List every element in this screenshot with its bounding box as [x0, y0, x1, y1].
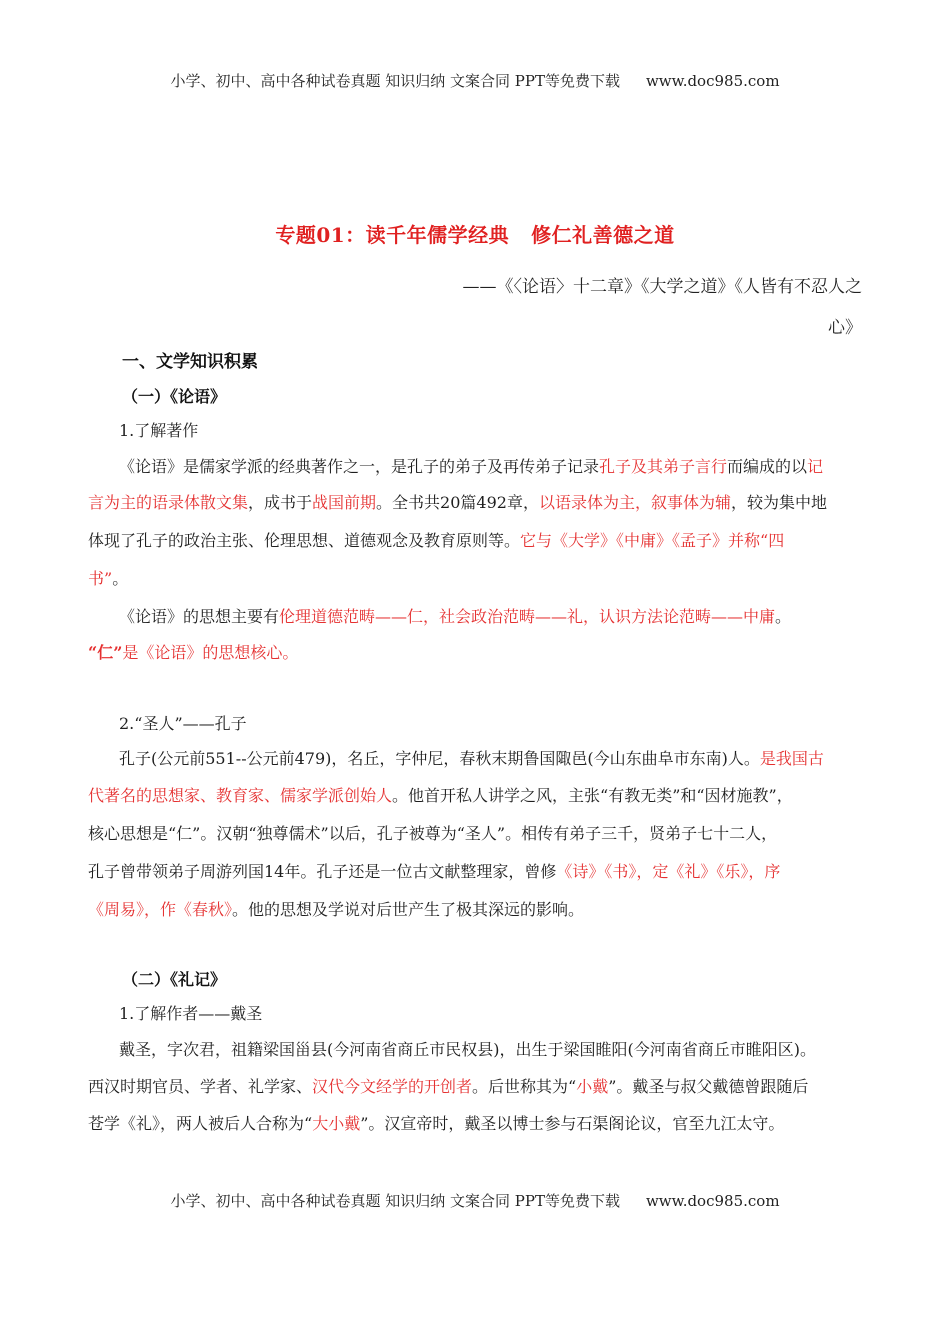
paragraph-line: 核心思想是“仁”。汉朝“独尊儒术”以后，孔子被尊为“圣人”。相传有弟子三千，贤弟子七十二人， — [88, 824, 778, 843]
footer-site: www.doc985.com — [645, 1192, 780, 1210]
paragraph-line: 体现了孔子的政治主张、伦理思想、道德观念及教育原则等。它与《大学》《中庸》《孟子》并称“四 — [88, 531, 785, 550]
paragraph-line: 代著名的思想家、教育家、儒家学派创始人。他首开私人讲学之风，主张“有教无类”和“因材施教”， — [88, 786, 793, 805]
paragraph-line: 《论语》的思想主要有伦理道德范畴——仁，社会政治范畴——礼，认识方法论范畴——中庸。 — [119, 607, 792, 626]
subtitle-line-1: ——《〈论语〉十二章》《大学之道》《人皆有不忍人之 — [462, 277, 862, 297]
paragraph-line: 言为主的语录体散文集，成书于战国前期。全书共20篇492章，以语录体为主，叙事体为辅，较为集中地 — [88, 493, 827, 512]
item-heading: 1.了解著作 — [119, 421, 199, 440]
page-title: 专题01：读千年儒学经典 修仁礼善德之道 — [275, 223, 675, 247]
paragraph-line: 《论语》是儒家学派的经典著作之一，是孔子的弟子及再传弟子记录孔子及其弟子言行而编成的以记 — [119, 457, 824, 476]
paragraph-line: 孔子(公元前551--公元前479)，名丘，字仲尼，春秋末期鲁国陬邑(今山东曲阜市东南)人。是我国古 — [119, 749, 824, 768]
subsection-heading-lunyu: （一）《论语》 — [122, 387, 227, 406]
paragraph-line: 苍学《礼》，两人被后人合称为“大小戴”。汉宣帝时，戴圣以博士参与石渠阁论议，官至九江太守。 — [88, 1114, 785, 1133]
paragraph-line: 书”。 — [88, 569, 129, 588]
subtitle-line-2: 心》 — [828, 318, 862, 338]
paragraph-line: 西汉时期官员、学者、礼学家、汉代今文经学的开创者。后世称其为“小戴”。戴圣与叔父戴德曾跟随后 — [88, 1077, 809, 1096]
subsection-heading-liji: （二）《礼记》 — [122, 970, 227, 989]
item-heading: 1.了解作者——戴圣 — [119, 1004, 263, 1023]
page-header — [0, 70, 950, 91]
header-text: 小学、初中、高中各种试卷真题 知识归纳 文案合同 PPT等免费下载 — [170, 72, 620, 90]
item-heading: 2.“圣人”——孔子 — [119, 714, 247, 733]
paragraph-line: 孔子曾带领弟子周游列国14年。孔子还是一位古文献整理家，曾修《诗》《书》，定《礼》《乐》，序 — [88, 862, 781, 881]
paragraph-line: “仁”是《论语》的思想核心。 — [88, 643, 299, 662]
header-site: www.doc985.com — [645, 72, 780, 90]
page-footer — [0, 1190, 950, 1211]
footer-text: 小学、初中、高中各种试卷真题 知识归纳 文案合同 PPT等免费下载 — [170, 1192, 620, 1210]
paragraph-line: 戴圣，字次君，祖籍梁国甾县(今河南省商丘市民权县)，出生于梁国睢阳(今河南省商丘市睢阳区)。 — [119, 1040, 816, 1059]
section-heading: 一、文学知识积累 — [122, 352, 258, 372]
paragraph-line: 《周易》，作《春秋》。他的思想及学说对后世产生了极其深远的影响。 — [88, 900, 585, 919]
